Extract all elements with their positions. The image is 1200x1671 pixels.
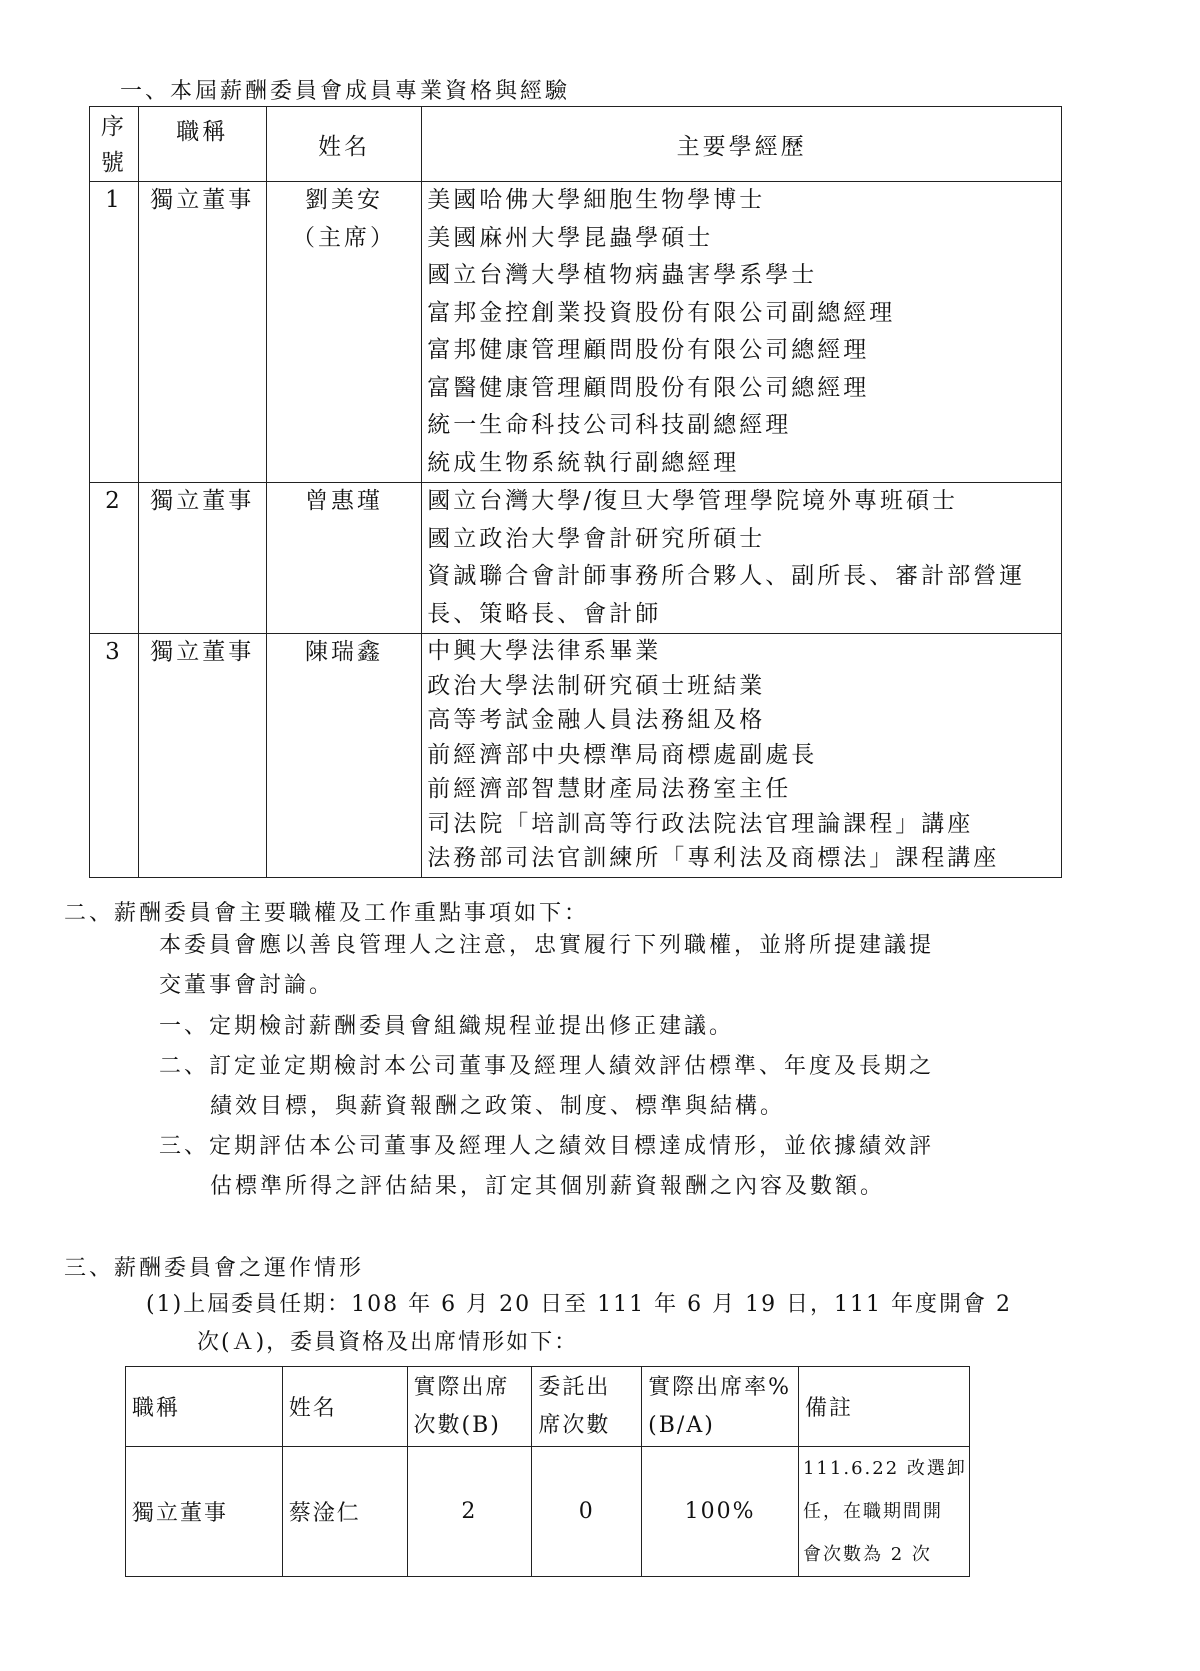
section2-intro: 本委員會應以善良管理人之注意，忠實履行下列職權，並將所提建議提	[159, 933, 935, 958]
att-row-proxy: 0	[532, 1447, 642, 1577]
att-row-name: 蔡淦仁	[282, 1447, 407, 1577]
background-line: 前經濟部智慧財產局法務室主任	[427, 776, 792, 802]
row-background	[422, 483, 1062, 634]
row-background	[422, 182, 1062, 483]
att-header-proxy: 委託出 席次數	[532, 1367, 642, 1447]
table-row	[90, 483, 1062, 634]
section2-intro-cont: 交董事會討論。	[159, 973, 335, 998]
att-row-note: 111.6.22 改選卸 任，在職期間開 會次數為 2 次	[798, 1447, 969, 1577]
background-line: 政治大學法制研究碩士班結業	[427, 672, 766, 699]
header-background: 主要學經歷	[422, 107, 1062, 182]
row-no: 3	[105, 639, 123, 665]
att-header-name: 姓名	[282, 1367, 407, 1447]
background-line: 美國麻州大學昆蟲學碩士	[427, 224, 714, 251]
members-table	[89, 106, 1062, 878]
duty-item-2-cont: 績效目標，與薪資報酬之政策、制度、標準與結構。	[210, 1094, 786, 1119]
header-title: 職稱	[138, 107, 266, 182]
att-header-title: 職稱	[126, 1367, 283, 1447]
row-no: 2	[105, 488, 123, 514]
duty-item-3-cont: 估標準所得之評估結果，訂定其個別薪資報酬之內容及數額。	[210, 1174, 886, 1199]
background-line: 國立政治大學會計研究所碩士	[427, 525, 766, 552]
background-line: 長、策略長、會計師	[427, 600, 662, 627]
duty-item-1: 一、定期檢討薪酬委員會組織規程並提出修正建議。	[159, 1014, 735, 1039]
duty-item-2: 二、訂定並定期檢討本公司董事及經理人績效評估標準、年度及長期之	[159, 1054, 935, 1079]
section1-title: 一、本屆薪酬委員會成員專業資格與經驗	[120, 79, 571, 104]
table-row	[90, 634, 1062, 878]
background-line: 司法院「培訓高等行政法院法官理論課程」講座	[427, 810, 974, 837]
background-line: 富邦金控創業投資股份有限公司副總經理	[427, 299, 896, 326]
background-line: 富邦健康管理顧問股份有限公司總經理	[427, 337, 870, 363]
members-table-header	[90, 107, 1062, 182]
background-line: 富醫健康管理顧問股份有限公司總經理	[427, 374, 870, 401]
attendance-table-header	[126, 1367, 970, 1447]
attendance-table	[125, 1366, 970, 1577]
section2-title: 二、薪酬委員會主要職權及工作重點事項如下：	[64, 901, 590, 926]
row-name-note: （主席）	[291, 224, 396, 251]
row-background	[422, 634, 1062, 878]
att-row-title: 獨立董事	[126, 1447, 283, 1577]
att-row-actual: 2	[407, 1447, 532, 1577]
background-line: 統成生物系統執行副總經理	[427, 449, 740, 476]
row-title: 獨立董事	[150, 639, 255, 665]
duty-item-3: 三、定期評估本公司董事及經理人之績效目標達成情形，並依據績效評	[159, 1134, 935, 1159]
background-line: 美國哈佛大學細胞生物學博士	[427, 187, 766, 213]
background-line: 前經濟部中央標準局商標處副處長	[427, 741, 818, 768]
row-title: 獨立董事	[150, 187, 255, 213]
background-line: 國立台灣大學/復旦大學管理學院境外專班碩士	[427, 488, 958, 514]
background-line: 高等考試金融人員法務組及格	[427, 707, 766, 733]
section3-term-cont: 次(Ａ)，委員資格及出席情形如下：	[197, 1330, 579, 1355]
row-name: 劉美安	[304, 187, 383, 213]
section3-title: 三、薪酬委員會之運作情形	[64, 1256, 365, 1281]
att-header-note: 備註	[798, 1367, 969, 1447]
background-line: 統一生命科技公司科技副總經理	[427, 412, 792, 438]
row-no: 1	[105, 187, 123, 213]
att-header-actual: 實際出席 次數(B)	[407, 1367, 532, 1447]
background-line: 法務部司法官訓練所「專利法及商標法」課程講座	[427, 845, 1000, 871]
row-title: 獨立董事	[150, 488, 255, 514]
att-header-rate: 實際出席率% (B/A)	[642, 1367, 799, 1447]
background-line: 國立台灣大學植物病蟲害學系學士	[427, 262, 818, 288]
section3-term: (1)上屆委員任期：108 年 6 月 20 日至 111 年 6 月 19 日，111 年度開會 2	[146, 1292, 1013, 1317]
background-line: 資誠聯合會計師事務所合夥人、副所長、審計部營運	[427, 563, 1026, 589]
header-name: 姓名	[266, 107, 422, 182]
header-no: 序 號	[90, 107, 139, 182]
table-row	[126, 1447, 970, 1577]
row-name: 陳瑞鑫	[304, 639, 383, 665]
table-row	[90, 182, 1062, 483]
att-row-rate: 100%	[642, 1447, 799, 1577]
background-line: 中興大學法律系畢業	[427, 638, 662, 664]
row-name: 曾惠瑾	[304, 488, 383, 514]
